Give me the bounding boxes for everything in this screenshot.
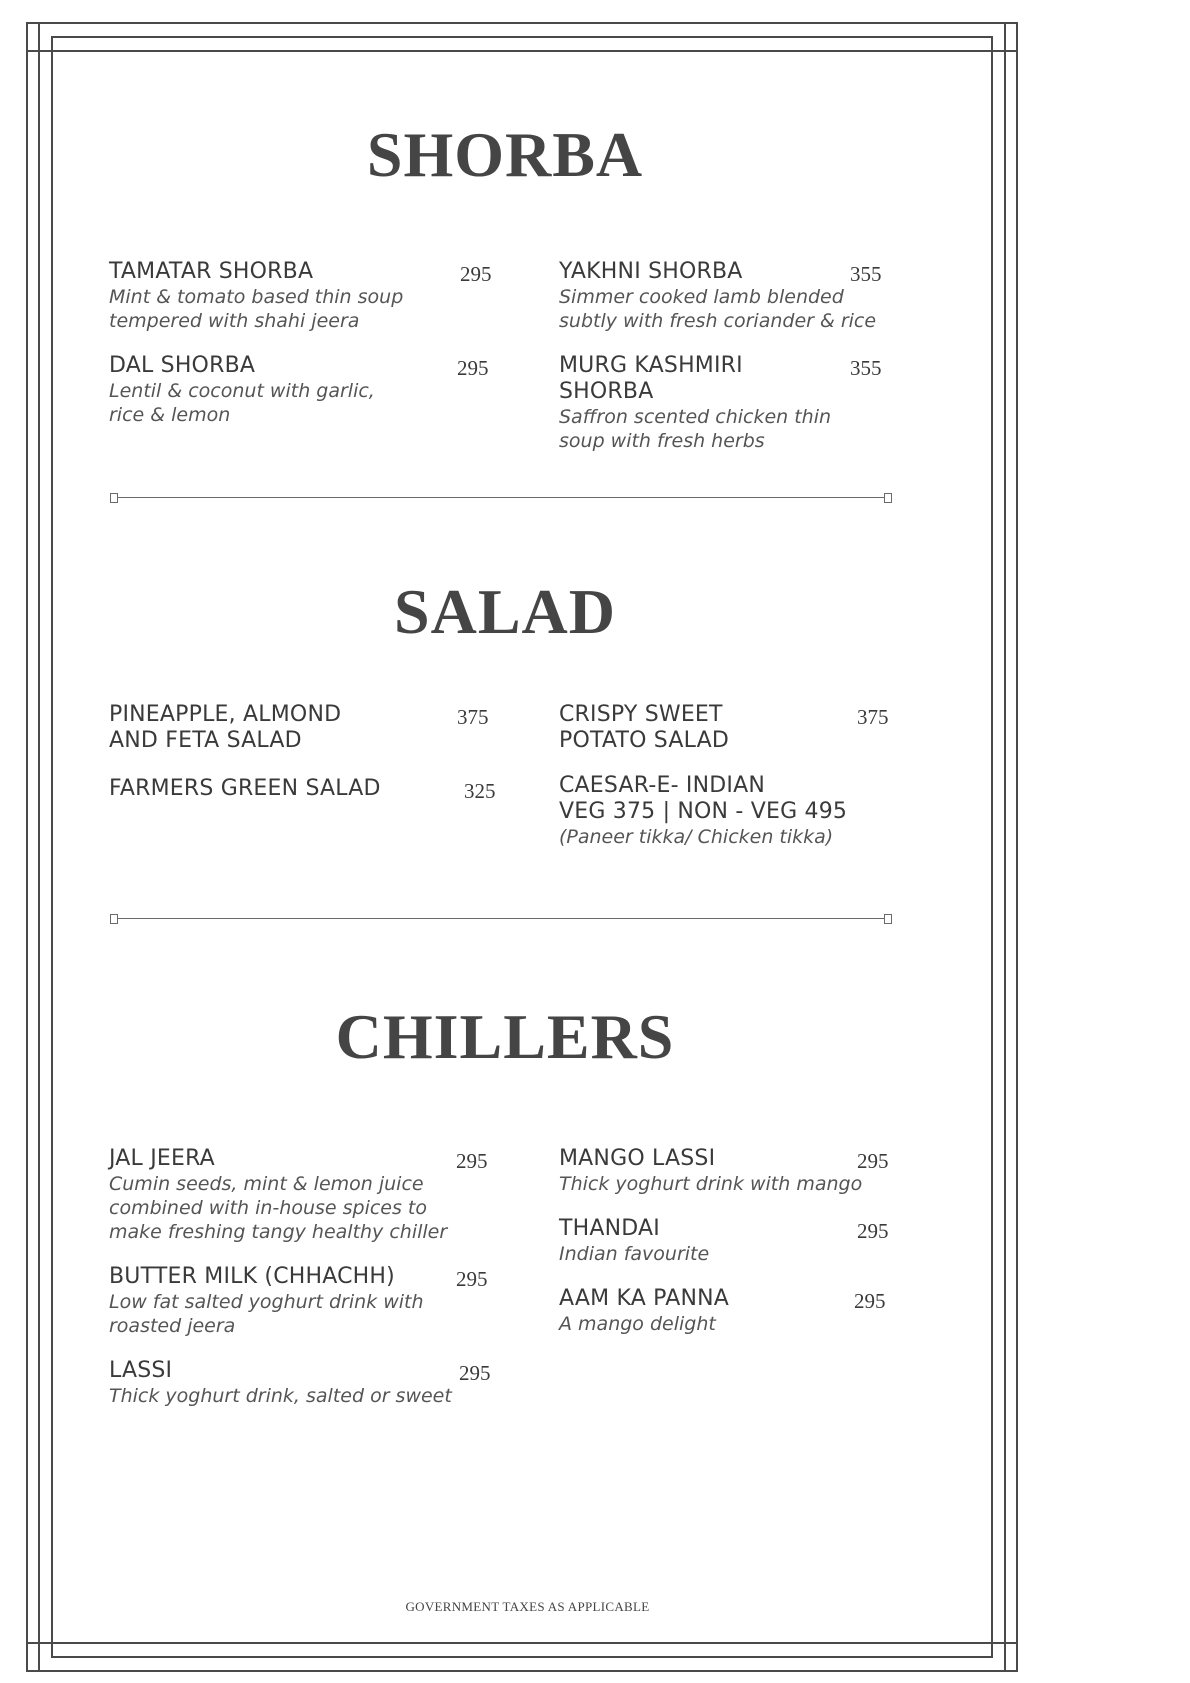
menu-item-pineapple-almond-feta-salad [109,702,341,754]
menu-item-yakhni-shorba [559,259,876,333]
section-title-salad: SALAD [394,576,616,647]
item-description: Indian favourite [559,1243,710,1265]
item-description: Saffron scented chicken thin soup with fresh herbs [559,406,832,452]
item-description: Mint & tomato based thin soup tempered with shahi jeera [109,286,404,332]
item-name: FARMERS GREEN SALAD [109,776,381,801]
item-description: (Paneer tikka/ Chicken tikka) [559,826,834,848]
item-price: 295 [457,356,489,380]
item-name: MANGO LASSI [559,1146,716,1171]
menu-item-tamatar-shorba [109,259,403,333]
menu-item-crispy-sweet-potato-salad [559,702,729,754]
bottom-rule [26,1642,1018,1644]
section-title-shorba: SHORBA [366,119,644,190]
item-description: Simmer cooked lamb blended subtly with fresh coriander & rice [559,286,877,332]
item-price: 295 [456,1149,488,1173]
top-rule [26,50,1018,52]
menu-item-butter-milk [109,1264,424,1338]
divider-line [116,497,886,498]
item-name: CAESAR-E- INDIAN VEG 375 | NON - VEG 495 [559,773,848,824]
item-name: JAL JEERA [109,1146,215,1171]
menu-item-caesar-e-indian [559,773,847,849]
menu-item-murg-kashmiri-shorba [559,353,831,453]
menu-item-lassi [109,1358,452,1408]
divider-line [116,918,886,919]
footer-note: GOVERNMENT TAXES AS APPLICABLE [405,1599,650,1614]
item-price: 295 [857,1219,889,1243]
item-name: TAMATAR SHORBA [109,259,314,284]
divider-cap [884,914,892,924]
menu-item-farmers-green-salad [109,776,381,802]
divider-cap [884,493,892,503]
item-price: 375 [457,705,489,729]
item-price: 355 [850,356,882,380]
menu-item-thandai [559,1216,709,1266]
item-price: 295 [456,1267,488,1291]
item-price: 355 [850,262,882,286]
item-description: A mango delight [559,1313,716,1335]
item-description: Thick yoghurt drink, salted or sweet [109,1385,452,1407]
section-divider [110,492,892,504]
item-description: Cumin seeds, mint & lemon juice combined with in-house spices to make freshing tangy healthy chiller [109,1173,448,1243]
menu-item-dal-shorba [109,353,375,427]
item-name: DAL SHORBA [109,353,256,378]
right-rule [1004,22,1006,1672]
section-divider [110,913,892,925]
menu-item-mango-lassi [559,1146,862,1196]
item-name: THANDAI [559,1216,660,1241]
item-name: MURG KASHMIRI SHORBA [559,353,743,404]
left-rule [38,22,40,1672]
item-price: 375 [857,705,889,729]
menu-item-aam-ka-panna [559,1286,729,1336]
section-title-chillers: CHILLERS [335,1001,675,1072]
item-name: AAM KA PANNA [559,1286,730,1311]
item-price: 325 [464,779,496,803]
item-name: BUTTER MILK (CHHACHH) [109,1264,395,1289]
item-description: Thick yoghurt drink with mango [559,1173,863,1195]
item-description: Low fat salted yoghurt drink with roasted jeera [109,1291,424,1337]
item-price: 295 [854,1289,886,1313]
item-name: YAKHNI SHORBA [559,259,743,284]
item-name: PINEAPPLE, ALMOND AND FETA SALAD [109,702,342,753]
item-price: 295 [857,1149,889,1173]
divider-cap [110,493,118,503]
item-description: Lentil & coconut with garlic, rice & lemon [109,380,375,426]
item-price: 295 [459,1361,491,1385]
menu-item-jal-jeera [109,1146,447,1244]
item-name: CRISPY SWEET POTATO SALAD [559,702,729,753]
item-price: 295 [460,262,492,286]
item-name: LASSI [109,1358,173,1383]
divider-cap [110,914,118,924]
